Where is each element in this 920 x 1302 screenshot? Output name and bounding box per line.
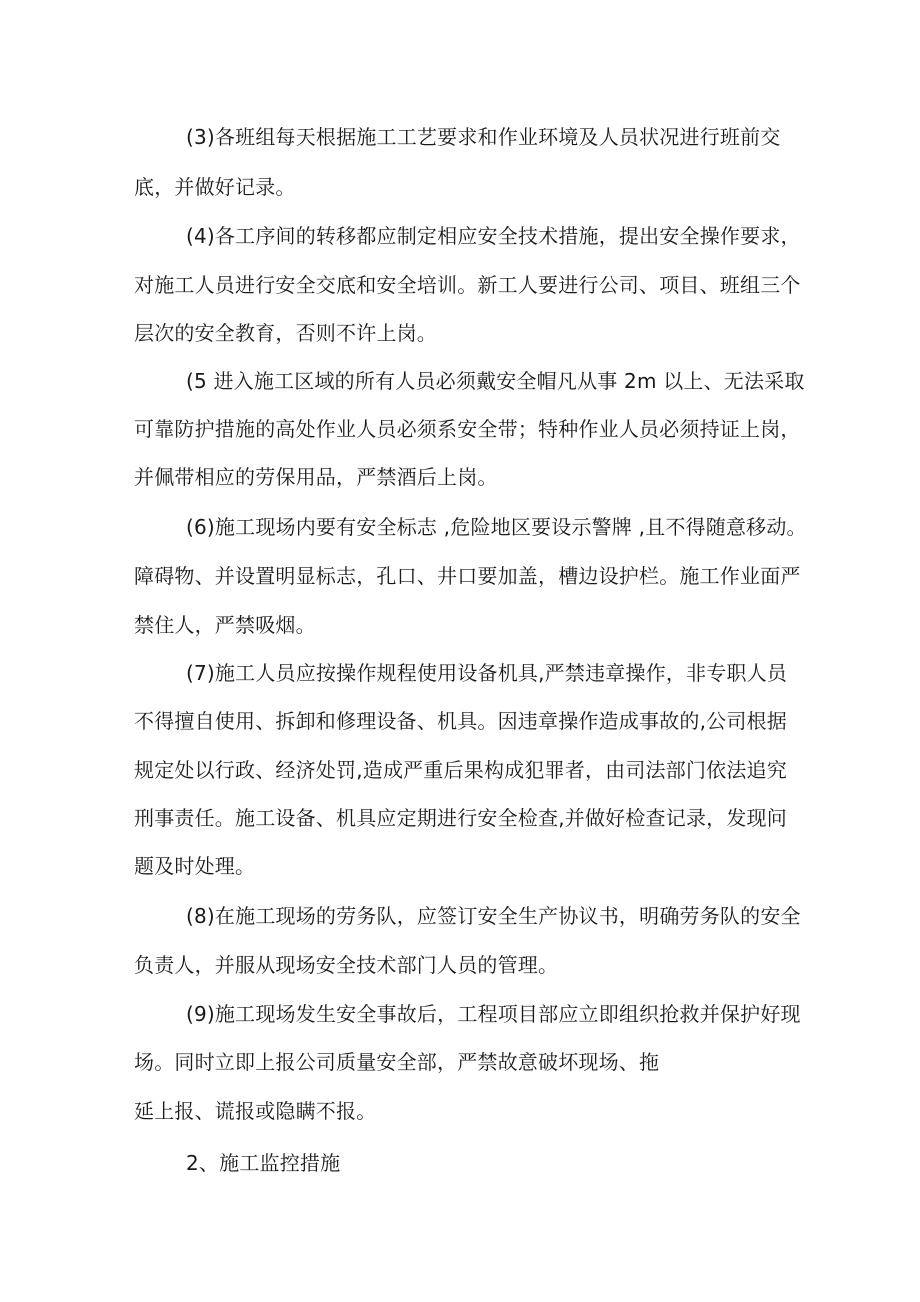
paragraph-8-line-1: (8)在施工现场的劳务队，应签订安全生产协议书，明确劳务队的安全 [186, 904, 801, 928]
paragraph-9-line-2: 场。同时立即上报公司质量安全部，严禁故意破坏现场、拖 [134, 1050, 660, 1074]
paragraph-7-line-3: 规定处以行政、经济处罚,造成严重后果构成犯罪者，由司法部门依法追究 [134, 758, 787, 782]
paragraph-3-line-1: (3)各班组每天根据施工工艺要求和作业环境及人员状况进行班前交 [186, 125, 781, 149]
paragraph-6-line-1: (6)施工现场内要有安全标志 ,危险地区要设示警牌 ,且不得随意移动。 [186, 515, 807, 539]
paragraph-5-line-3: 并佩带相应的劳保用品，严禁酒后上岗。 [134, 465, 498, 489]
paragraph-3-line-2: 底，并做好记录。 [134, 175, 296, 199]
section-heading: 2、施工监控措施 [186, 1151, 341, 1175]
paragraph-4-line-1: (4)各工序间的转移都应制定相应安全技术措施，提出安全操作要求， [186, 224, 801, 248]
paragraph-8-line-2: 负责人，并服从现场安全技术部门人员的管理。 [134, 953, 559, 977]
paragraph-6-line-3: 禁住人，严禁吸烟。 [134, 613, 316, 637]
paragraph-9-line-1: (9)施工现场发生安全事故后，工程项目部应立即组织抢救并保护好现 [186, 1002, 801, 1026]
paragraph-7-line-1: (7)施工人员应按操作规程使用设备机具,严禁违章操作，非专职人员 [186, 661, 788, 685]
paragraph-7-line-5: 题及时处理。 [134, 854, 256, 878]
paragraph-5-line-2: 可靠防护措施的高处作业人员必须系安全带；特种作业人员必须持证上岗， [134, 417, 801, 441]
paragraph-9-line-3: 延上报、谎报或隐瞒不报。 [134, 1099, 377, 1123]
paragraph-7-line-4: 刑事责任。施工设备、机具应定期进行安全检查,并做好检查记录，发现问 [134, 806, 787, 830]
paragraph-5-line-1: (5 进入施工区域的所有人员必须戴安全帽凡从事 2m 以上、无法采取 [186, 369, 805, 393]
paragraph-7-line-2: 不得擅自使用、拆卸和修理设备、机具。因违章操作造成事故的,公司根据 [134, 709, 787, 733]
paragraph-4-line-3: 层次的安全教育，否则不许上岗。 [134, 321, 437, 345]
paragraph-6-line-2: 障碍物、并设置明显标志，孔口、井口要加盖，槽边设护栏。施工作业面严 [134, 564, 801, 588]
paragraph-4-line-2: 对施工人员进行安全交底和安全培训。新工人要进行公司、项目、班组三个 [134, 273, 801, 297]
